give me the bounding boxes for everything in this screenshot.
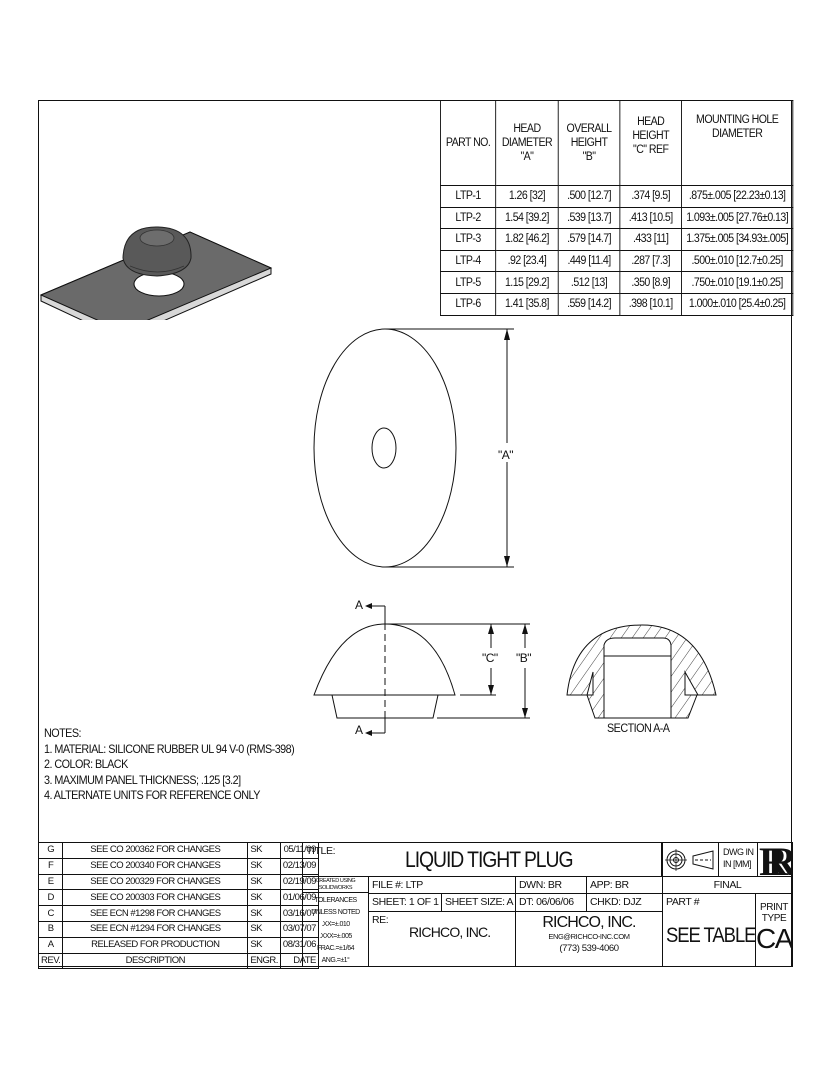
cell-mounting-hole: .750±.010 [19.1±0.25]	[682, 272, 793, 294]
cell-overall-height: .579 [14.7]	[558, 229, 620, 251]
notes-title: NOTES:	[44, 726, 81, 740]
file-number-cell: FILE #: LTP	[368, 876, 516, 894]
projection-units-cell	[662, 842, 793, 877]
sheet-cell: SHEET: 1 OF 1	[368, 893, 442, 912]
tolerance-line: FRAC.=±1/64	[316, 945, 355, 952]
rev-engineer: SK	[248, 874, 281, 890]
rev-engineer: SK	[248, 906, 281, 922]
cell-overall-height: .512 [13]	[558, 272, 620, 294]
side-view-drawing	[300, 590, 550, 750]
note-item: 1. MATERIAL: SILICONE RUBBER UL 94 V-0 (RMS-398)	[44, 741, 295, 756]
table-row	[440, 293, 792, 315]
company-cell	[515, 911, 663, 967]
created-using-line: SOLIDWORKS	[318, 885, 353, 891]
rev-engineer: SK	[248, 921, 281, 937]
cell-head-diameter: 1.41 [35.8]	[496, 293, 559, 315]
cell-head-height: .374 [9.5]	[620, 186, 682, 208]
table-row	[440, 250, 792, 272]
status-cell: FINAL	[662, 876, 793, 894]
section-mark-top: A	[355, 598, 364, 612]
rev-date: 01/06/09	[280, 890, 318, 906]
cell-part-no: LTP-1	[440, 186, 495, 208]
sheet-size-cell: SHEET SIZE: A	[441, 893, 516, 912]
cell-part-no: LTP-5	[440, 272, 495, 294]
section-view-drawing	[560, 615, 725, 725]
notes-block	[44, 726, 294, 804]
isometric-view	[38, 200, 278, 320]
rev-description: SEE CO 200362 FOR CHANGES	[63, 843, 248, 859]
rev-description: RELEASED FOR PRODUCTION	[63, 937, 248, 953]
third-angle-projection-icon	[665, 848, 717, 874]
section-mark-bottom: A	[355, 723, 364, 737]
cell-head-height: .287 [7.3]	[620, 250, 682, 272]
drawing-title: LIQUID TIGHT PLUG	[405, 847, 573, 872]
revision-row	[39, 843, 319, 859]
rev-engineer: SK	[248, 937, 281, 953]
part-number-label: PART #	[666, 896, 700, 908]
cell-head-diameter: 1.54 [39.2]	[496, 207, 559, 229]
cell-head-diameter: 1.82 [46.2]	[496, 229, 559, 251]
dimension-a-label: "A"	[498, 448, 514, 462]
rev-date: 03/07/07	[280, 921, 318, 937]
drawing-units-label	[718, 843, 758, 877]
note-item: 3. MAXIMUM PANEL THICKNESS; .125 [3.2]	[44, 772, 241, 787]
rev-description: SEE CO 200303 FOR CHANGES	[63, 890, 248, 906]
cell-mounting-hole: .875±.005 [22.23±0.13]	[682, 186, 793, 208]
revision-header-row	[39, 953, 319, 969]
header-head-diameter: HEAD DIAMETER "A"	[496, 101, 559, 186]
print-type-value: CA	[756, 923, 792, 954]
cell-overall-height: .559 [14.2]	[558, 293, 620, 315]
company-phone: (773) 539-4060	[559, 943, 619, 954]
approved-by-cell: APP: BR	[586, 876, 663, 894]
revision-row	[39, 890, 319, 906]
tolerance-line: .XXX=±.005	[319, 933, 352, 940]
revision-row	[39, 921, 319, 937]
cell-mounting-hole: .500±.010 [12.7±0.25]	[682, 250, 793, 272]
rev-date: 05/11/09	[280, 843, 318, 859]
checked-by-cell: CHKD: DJZ	[586, 893, 663, 912]
header-head-height: HEAD HEIGHT "C" REF	[620, 101, 682, 186]
part-number-value: SEE TABLE	[666, 924, 756, 947]
table-row	[440, 207, 792, 229]
rev-date: 08/31/06	[280, 937, 318, 953]
tolerance-line: .XX=±.010	[321, 921, 350, 928]
rev-description: SEE ECN #1294 FOR CHANGES	[63, 921, 248, 937]
table-row	[440, 229, 792, 251]
header-overall-height: OVERALL HEIGHT "B"	[558, 101, 620, 186]
rev-letter: G	[39, 843, 63, 859]
cell-head-diameter: 1.26 [32]	[496, 186, 559, 208]
rev-header: REV.	[39, 953, 63, 969]
rev-description: SEE ECN #1298 FOR CHANGES	[63, 906, 248, 922]
dimension-c-label: "C"	[482, 651, 498, 665]
units-line: IN [MM]	[723, 859, 751, 869]
cell-mounting-hole: 1.000±.010 [25.4±0.25]	[682, 293, 793, 315]
engr-header: ENGR.	[248, 953, 281, 969]
cell-head-height: .433 [11]	[620, 229, 682, 251]
created-using-cell	[302, 876, 369, 893]
cell-head-height: .398 [10.1]	[620, 293, 682, 315]
rev-description: SEE CO 200340 FOR CHANGES	[63, 858, 248, 874]
cell-head-diameter: 1.15 [29.2]	[496, 272, 559, 294]
table-row	[440, 272, 792, 294]
section-label: SECTION A-A	[607, 721, 670, 735]
tolerances-cell	[302, 892, 369, 967]
cell-overall-height: .539 [13.7]	[558, 207, 620, 229]
revision-row	[39, 906, 319, 922]
tolerance-line: TOLERANCES	[314, 897, 357, 904]
rev-letter: C	[39, 906, 63, 922]
header-mounting-hole: MOUNTING HOLE DIAMETER	[682, 101, 793, 186]
rev-engineer: SK	[248, 890, 281, 906]
created-using-line: CREATED USING	[315, 878, 356, 884]
company-logo: RR	[759, 842, 779, 877]
cell-overall-height: .500 [12.7]	[558, 186, 620, 208]
print-type-label: TYPE	[761, 913, 787, 924]
date-header: DATE	[280, 953, 318, 969]
title-label: TITLE:	[306, 845, 336, 857]
units-line: DWG IN	[723, 847, 754, 857]
cell-head-diameter: .92 [23.4]	[496, 250, 559, 272]
title-cell	[302, 842, 662, 877]
tolerance-line: UNLESS NOTED	[311, 909, 360, 916]
cell-part-no: LTP-4	[440, 250, 495, 272]
cell-part-no: LTP-3	[440, 229, 495, 251]
revision-row	[39, 858, 319, 874]
rev-date: 03/16/07	[280, 906, 318, 922]
dimension-b-label: "B"	[516, 651, 532, 665]
company-name: RICHCO, INC.	[542, 914, 636, 931]
rev-date: 02/13/09	[280, 858, 318, 874]
note-item: 2. COLOR: BLACK	[44, 757, 128, 771]
table-header-row	[440, 101, 792, 186]
re-label: RE:	[372, 914, 389, 926]
rev-engineer: SK	[248, 858, 281, 874]
revision-table	[38, 842, 319, 969]
rev-letter: B	[39, 921, 63, 937]
rev-engineer: SK	[248, 843, 281, 859]
rev-date: 02/19/09	[280, 874, 318, 890]
cell-head-height: .413 [10.5]	[620, 207, 682, 229]
cell-mounting-hole: 1.093±.005 [27.76±0.13]	[682, 207, 793, 229]
header-part-no: PART NO.	[440, 101, 495, 186]
company-email: ENG@RICHCO-INC.COM	[548, 932, 630, 941]
revision-row	[39, 874, 319, 890]
tolerance-line: ANG.=±1°	[321, 957, 350, 964]
description-header: DESCRIPTION	[63, 953, 248, 969]
part-number-cell	[662, 893, 756, 967]
note-item: 4. ALTERNATE UNITS FOR REFERENCE ONLY	[44, 788, 260, 802]
rev-letter: D	[39, 890, 63, 906]
rev-description: SEE CO 200329 FOR CHANGES	[63, 874, 248, 890]
re-cell	[368, 911, 516, 967]
rev-letter: A	[39, 937, 63, 953]
drawn-by-cell: DWN: BR	[515, 876, 587, 894]
cell-part-no: LTP-2	[440, 207, 495, 229]
table-row	[440, 186, 792, 208]
cell-part-no: LTP-6	[440, 293, 495, 315]
date-cell: DT: 06/06/06	[515, 893, 587, 912]
cell-overall-height: .449 [11.4]	[558, 250, 620, 272]
print-type-label: PRINT	[759, 902, 788, 913]
part-dimension-table	[440, 100, 793, 316]
revision-row	[39, 937, 319, 953]
re-value: RICHCO, INC.	[409, 924, 491, 940]
rev-letter: E	[39, 874, 63, 890]
rev-letter: F	[39, 858, 63, 874]
cell-head-height: .350 [8.9]	[620, 272, 682, 294]
cell-mounting-hole: 1.375±.005 [34.93±.005]	[682, 229, 793, 251]
print-type-cell	[755, 893, 793, 967]
